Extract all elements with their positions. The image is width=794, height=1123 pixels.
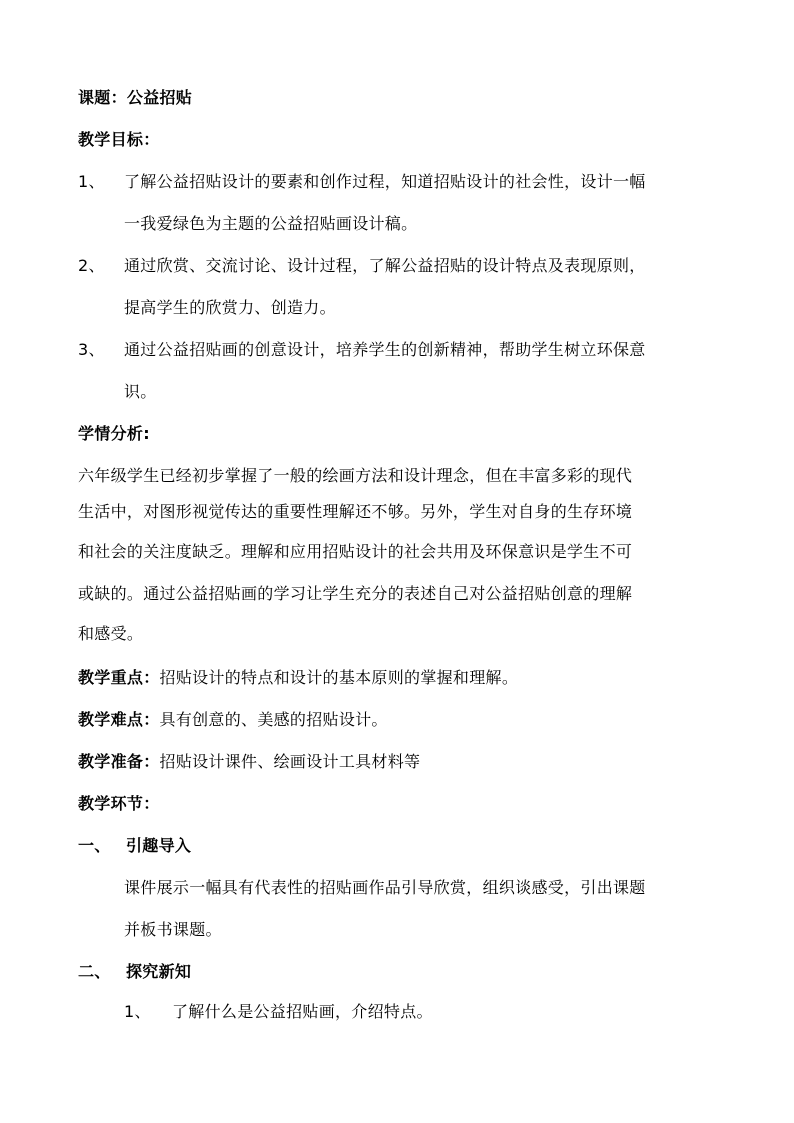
stage-1-text-2: 并板书课题。 xyxy=(124,920,222,939)
stage-2-heading xyxy=(78,960,191,984)
stage-1-heading xyxy=(78,834,191,858)
stage-1-title: 引趣导入 xyxy=(126,836,192,855)
analysis-line-5: 和感受。 xyxy=(78,624,144,643)
difficulty-line xyxy=(78,708,388,732)
objective-2-text-1: 通过欣赏、交流讨论、设计过程，了解公益招贴的设计特点及表现原则， xyxy=(124,256,646,275)
objective-2-text-2: 提高学生的欣赏力、创造力。 xyxy=(124,298,336,317)
stage-1-number: 一、 xyxy=(78,836,111,855)
course-title-line xyxy=(78,86,192,110)
objective-1-line-1 xyxy=(78,170,646,194)
objective-3-text-2: 识。 xyxy=(124,382,157,401)
analysis-line-4: 或缺的。通过公益招贴画的学习让学生充分的表述自己对公益招贴创意的理解 xyxy=(78,584,633,603)
preparation-label: 教学准备： xyxy=(78,752,160,771)
course-title: 公益招贴 xyxy=(126,88,193,107)
key-point-line xyxy=(78,666,518,690)
analysis-line-1: 六年级学生已经初步掌握了一般的绘画方法和设计理念，但在丰富多彩的现代 xyxy=(78,466,633,485)
analysis-line-3: 和社会的关注度缺乏。理解和应用招贴设计的社会共用及环保意识是学生不可 xyxy=(78,542,633,561)
stage-1-text-1: 课件展示一幅具有代表性的招贴画作品引导欣赏，组织谈感受，引出课题 xyxy=(124,878,646,897)
analysis-heading: 学情分析: xyxy=(78,424,150,443)
key-point-label: 教学重点： xyxy=(78,668,160,687)
stage-2-title: 探究新知 xyxy=(126,962,192,981)
objective-1-text-2: 一我爱绿色为主题的公益招贴画设计稿。 xyxy=(124,214,418,233)
objective-1-text-1: 了解公益招贴设计的要素和创作过程，知道招贴设计的社会性，设计一幅 xyxy=(124,172,646,191)
stage-2-sub-1-text: 了解什么是公益招贴画，介绍特点。 xyxy=(172,1002,433,1021)
preparation-line xyxy=(78,750,420,774)
objectives-heading: 教学目标： xyxy=(78,130,160,149)
course-label: 课题： xyxy=(78,88,127,107)
difficulty-text: 具有创意的、美感的招贴设计。 xyxy=(159,710,388,729)
objective-2-number: 2、 xyxy=(78,256,105,275)
objective-3-line-1 xyxy=(78,338,646,362)
stage-2-sub-1 xyxy=(124,1000,433,1024)
stage-2-number: 二、 xyxy=(78,962,111,981)
analysis-line-2: 生活中，对图形视觉传达的重要性理解还不够。另外，学生对自身的生存环境 xyxy=(78,502,633,521)
difficulty-label: 教学难点： xyxy=(78,710,160,729)
preparation-text: 招贴设计课件、绘画设计工具材料等 xyxy=(159,752,421,771)
key-point-text: 招贴设计的特点和设计的基本原则的掌握和理解。 xyxy=(159,668,519,687)
stage-2-sub-1-number: 1、 xyxy=(124,1002,151,1021)
objective-3-number: 3、 xyxy=(78,340,105,359)
objective-2-line-1 xyxy=(78,254,646,278)
objective-1-number: 1、 xyxy=(78,172,105,191)
stages-heading: 教学环节： xyxy=(78,794,160,813)
objective-3-text-1: 通过公益招贴画的创意设计，培养学生的创新精神，帮助学生树立环保意 xyxy=(124,340,646,359)
